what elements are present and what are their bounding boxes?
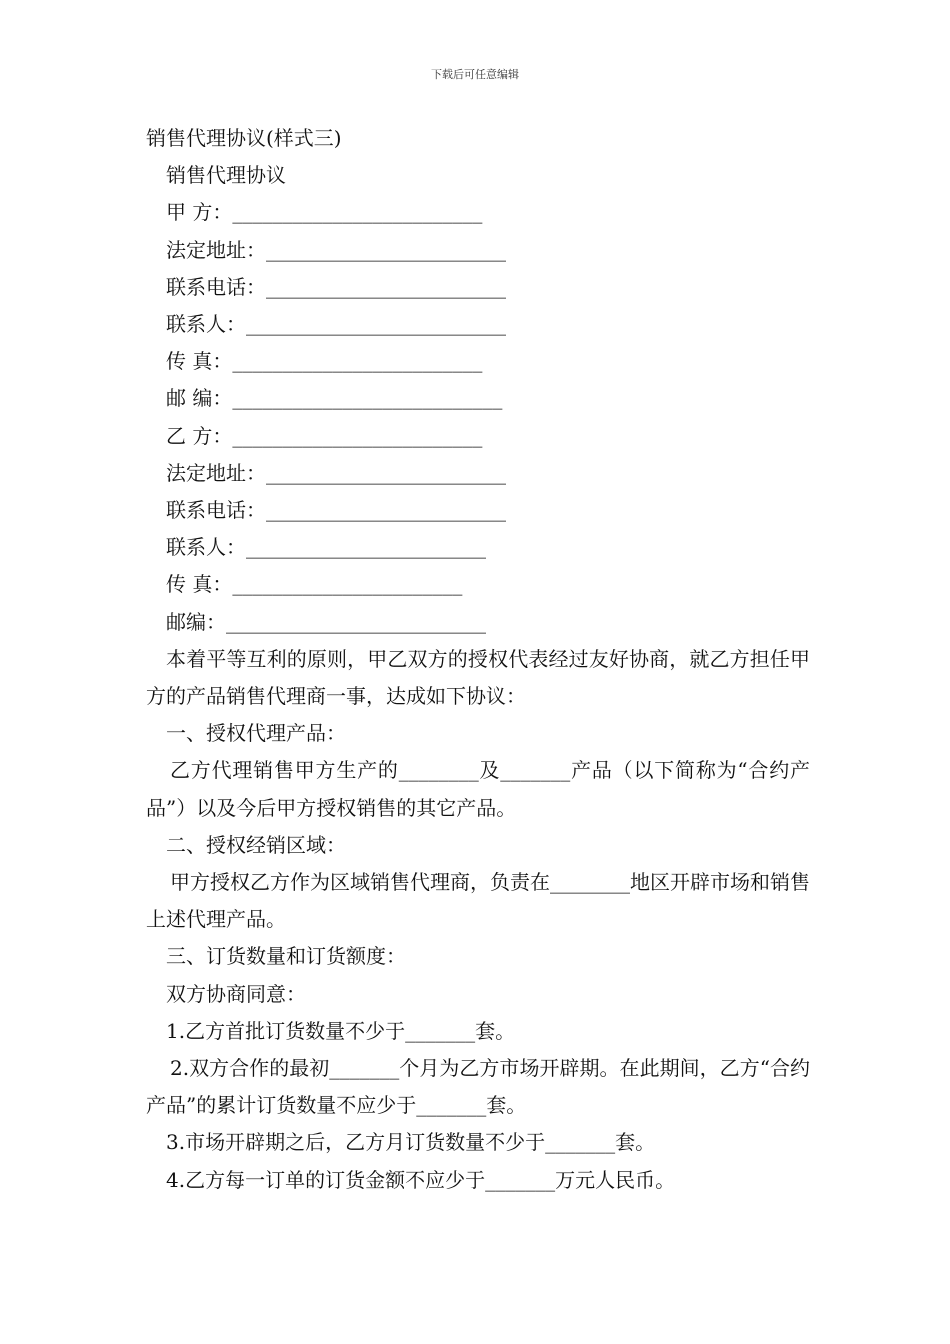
party-a-address-row (146, 232, 810, 269)
party-a-name-row (146, 194, 810, 231)
intro-paragraph: 本着平等互利的原则，甲乙双方的授权代表经过友好协商，就乙方担任甲方的产品销售代理商一事，达成如下协议： (146, 646, 810, 709)
party-a-contact-label: 联系人： (166, 312, 246, 337)
section-1-blank-1: ________ (398, 758, 479, 783)
party-b-address-row (146, 455, 810, 492)
section-2-text-2: 地区开辟市场和销售上述代理产品。 (146, 870, 810, 932)
item-1-text-2: 套。 (475, 1018, 516, 1043)
party-a-phone-blank: ________________________ (266, 274, 506, 299)
party-b-zip-row (146, 604, 810, 641)
party-a-fax-label: 传 真： (166, 349, 233, 374)
party-b-name-label: 乙 方： (166, 423, 233, 448)
section-2-heading: 二、授权经销区域： (166, 832, 346, 857)
party-b-phone-blank: ________________________ (266, 498, 506, 523)
party-a-zip-blank: ___________________________ (232, 386, 503, 411)
section-1-paragraph (146, 752, 810, 826)
party-a-name-blank: _________________________ (232, 200, 483, 225)
section-1-blank-2: _______ (500, 758, 571, 783)
party-a-zip-label: 邮 编： (166, 386, 233, 411)
item-3-text-2: 套。 (615, 1130, 656, 1155)
section-3-heading: 三、订货数量和订货额度： (166, 944, 406, 969)
party-a-zip-row (146, 380, 810, 417)
item-3-blank: _______ (545, 1130, 616, 1155)
item-1-text-1: 1.乙方首批订货数量不少于 (166, 1018, 406, 1043)
item-4-blank: _______ (485, 1167, 556, 1192)
document-title: 销售代理协议(样式三) (146, 126, 342, 150)
item-3-text-1: 3.市场开辟期之后，乙方月订货数量不少于 (166, 1130, 546, 1155)
item-4-text-1: 4.乙方每一订单的订货金额不应少于 (166, 1167, 486, 1192)
section-2-text-1: 甲方授权乙方作为区域销售代理商，负责在 (170, 870, 550, 895)
section-1-text-2: 及 (478, 758, 501, 783)
party-b-phone-label: 联系电话： (166, 498, 266, 523)
party-a-name-label: 甲 方： (166, 200, 233, 225)
item-2-text-1: 2.双方合作的最初 (170, 1056, 330, 1081)
section-3-agree: 双方协商同意： (166, 981, 306, 1006)
section-3-item-4 (146, 1162, 810, 1199)
section-3-item-3 (146, 1124, 810, 1161)
party-b-name-blank: _________________________ (232, 423, 483, 448)
section-2-paragraph (146, 864, 810, 938)
document-body (146, 120, 810, 1199)
party-b-zip-blank: __________________________ (226, 609, 486, 634)
party-a-phone-label: 联系电话： (166, 274, 266, 299)
party-a-fax-row (146, 343, 810, 380)
item-2-blank-2: _______ (416, 1093, 487, 1118)
item-2-text-3: 套。 (486, 1093, 527, 1118)
party-b-address-blank: ________________________ (266, 460, 506, 485)
section-3-item-1 (146, 1013, 810, 1050)
document-subtitle: 销售代理协议 (166, 163, 286, 188)
party-b-contact-label: 联系人： (166, 535, 246, 560)
party-a-address-blank: ________________________ (266, 237, 506, 262)
party-a-fax-blank: _________________________ (232, 349, 483, 374)
page-header-note: 下载后可任意编辑 (431, 68, 519, 81)
party-a-contact-row (146, 306, 810, 343)
party-b-contact-row (146, 529, 810, 566)
party-b-fax-blank: _______________________ (232, 572, 463, 597)
section-1-text-1: 乙方代理销售甲方生产的 (170, 758, 399, 783)
party-a-contact-blank: __________________________ (246, 312, 506, 337)
section-3-item-2 (146, 1050, 810, 1124)
item-1-blank: _______ (405, 1018, 476, 1043)
item-2-blank-1: _______ (329, 1056, 400, 1081)
party-a-phone-row (146, 269, 810, 306)
party-b-fax-label: 传 真： (166, 572, 233, 597)
section-2-blank-1: ________ (550, 870, 630, 895)
party-b-name-row (146, 418, 810, 455)
party-b-phone-row (146, 492, 810, 529)
party-b-zip-label: 邮编： (166, 609, 226, 634)
section-1-heading: 一、授权代理产品： (166, 721, 346, 746)
item-2-text-2: 个月为乙方市场开辟期。在此期间，乙方“合约产品”的累计订货数量不应少于 (146, 1056, 810, 1118)
party-b-address-label: 法定地址： (166, 460, 266, 485)
party-b-fax-row (146, 566, 810, 603)
party-b-contact-blank: ________________________ (246, 535, 486, 560)
item-4-text-2: 万元人民币。 (555, 1167, 676, 1192)
section-1-text-3: 产品（以下简称为“合约产品”）以及今后甲方授权销售的其它产品。 (146, 758, 811, 820)
party-a-address-label: 法定地址： (166, 237, 266, 262)
